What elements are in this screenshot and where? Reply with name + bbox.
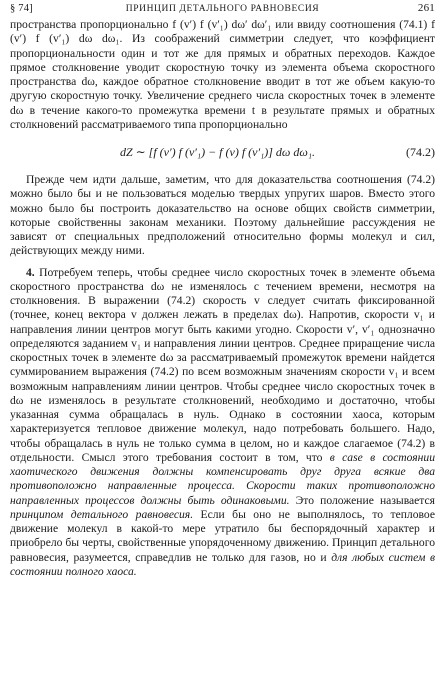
equation-74-2 xyxy=(10,140,435,164)
paragraph-1: пространства пропорционально f (v′) f (v′₁) dω′ dω′₁ или ввиду соотношения (74.1) f (v′) f (v′₁) dω dω₁. Из соображений симметрии следует, что коэффициент пропорциональности один и тот же для прямых и обратных переходов. Каждое прямое столкновение уводит скоростную точку из элемента объема скоростного пространства dω, каждое обратное столкновение вводит в тот же объем какую-то другую скоростную точку. Увеличение среднего числа скоростных точек в элементе dω в течение какого-то промежутка времени t в результате прямых и обратных столкновений рассматриваемого типа пропорционально xyxy=(10,18,435,131)
emphasis-principle: принципом детального равновесия. xyxy=(10,507,194,521)
item-number: 4. xyxy=(26,265,35,279)
paragraph-3-text-c: Если бы оно не выполнялось, то тепловое движение молекул в какой-то мере утратило бы беспорядочный характер и приобрело бы черты, свойственные упорядоченному движению. Принцип детального равновесия, разумеется, справедлив не только для газов, но и xyxy=(10,507,435,564)
equation-expression: dZ ∼ [f (v′) f (v′₁) − f (v) f (v′₁)] dω dω₁. xyxy=(119,144,316,159)
paragraph-gap xyxy=(10,259,435,266)
paragraph-2: Прежде чем идти дальше, заметим, что для доказательства соотношения (74.2) можно было бы и не пользоваться моделью твердых упругих шаров. Вместо этого можно было бы построить доказательство на основе общих свойств симметрии, которые свойственны законам механики. Поэтому дальнейшие рассуждения не зависят от специальных предположений относительно формы молекул и сил, действующих между ними. xyxy=(10,173,435,258)
running-header xyxy=(10,2,435,18)
paragraph-3-text-a: Потребуем теперь, чтобы среднее число скоростных точек в элементе объема скоростного пространства dω не изменялось с течением времени, несмотря на столкновения. В выражении (74.2) скорость v следует считать фиксированной (точнее, конец вектора v должен лежать в пределах dω). Напротив, скорости v₁ и направления линии центров могут быть какими угодно. Скорости v′, v′₁ однозначно определяются заданием v₁ и направления линии центров. Среднее приращение числа скоростных точек в элементе dω за рассматриваемый промежуток времени найдется суммированием выражения (74.2) по всем возможным значениям скорости v₁ и всем возможным направлениям линии центров. Чтобы среднее число скоростных точек в dω не изменялось в результате столкновений, необходимо и достаточно, чтобы указанная сумма обращалась в нуль. Однако в состоянии хаоса, которым характеризуется тепловое движение молекул, надо потребовать большего. Надо, чтобы обращалась в нуль не только сумма в целом, но и каждое слагаемое (74.2) в отдельности. Смысл этого требования состоит в том, что xyxy=(10,265,435,464)
paragraph-3 xyxy=(10,266,435,580)
equation-number: (74.2) xyxy=(406,144,435,159)
emphasis-any-systems: для любых систем в состоянии полного хаоса. xyxy=(10,550,435,578)
section-ref: § 74] xyxy=(10,3,33,14)
paragraph-3-text-b: Это положение называется xyxy=(289,493,435,507)
running-title: ПРИНЦИП ДЕТАЛЬНОГО РАВНОВЕСИЯ xyxy=(125,4,320,14)
page-number: 261 xyxy=(417,2,435,14)
emphasis-compensation: в case в состоянии хаотического движения должны компенсировать друг друга всякие два противоположно направленные процесса. Скорости таких противоположно направленных процессов должны быть одинаковыми. xyxy=(10,450,435,507)
